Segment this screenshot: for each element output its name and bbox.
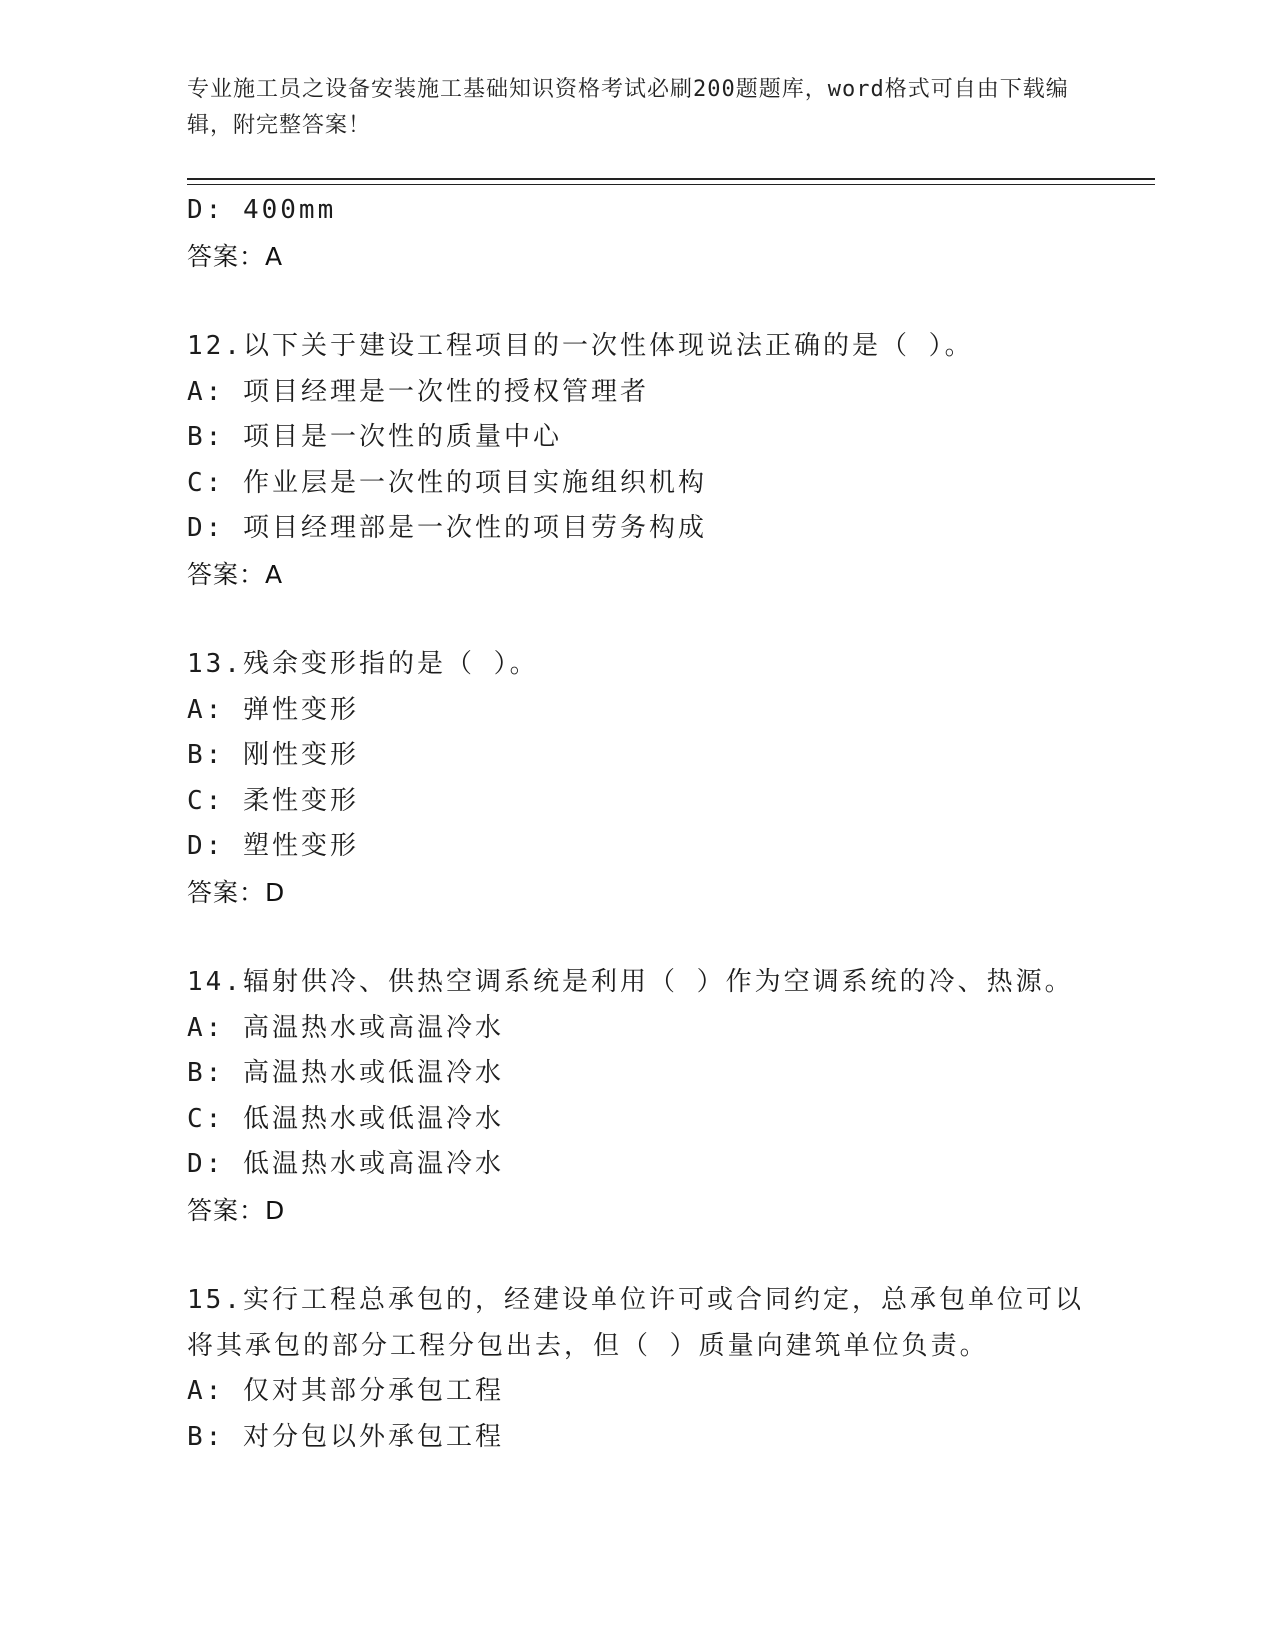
option-c: C: 柔性变形	[187, 785, 359, 816]
question-content	[187, 188, 1155, 1460]
question-stem: 12.以下关于建设工程项目的一次性体现说法正确的是（ ）。	[187, 331, 974, 361]
option-d: D: 项目经理部是一次性的项目劳务构成	[187, 513, 707, 543]
question-11-tail	[187, 188, 1155, 279]
option-a: A: 仅对其部分承包工程	[187, 1376, 504, 1406]
option-c: C: 低温热水或低温冷水	[187, 1103, 504, 1134]
option-a: A: 弹性变形	[187, 694, 359, 725]
option-b: B: 对分包以外承包工程	[187, 1421, 504, 1452]
option-b: B: 高温热水或低温冷水	[187, 1058, 504, 1088]
option-d: D: 400mm	[187, 195, 337, 225]
question-15	[187, 1278, 1155, 1460]
document-header-title: 专业施工员之设备安装施工基础知识资格考试必刷200题题库，word格式可自由下载编辑，附完整答案！	[187, 77, 1069, 138]
question-stem: 13.残余变形指的是（ ）。	[187, 649, 539, 679]
spacer	[187, 915, 1155, 960]
answer-line: 答案：A	[187, 241, 284, 271]
spacer	[187, 279, 1155, 324]
question-12	[187, 324, 1155, 597]
spacer	[187, 597, 1155, 642]
header-rule-thin	[187, 184, 1155, 185]
question-stem-line-2: 将其承包的部分工程分包出去，但（ ）质量向建筑单位负责。	[187, 1330, 989, 1361]
option-a: A: 高温热水或高温冷水	[187, 1012, 504, 1043]
spacer	[187, 1233, 1155, 1278]
option-b: B: 刚性变形	[187, 740, 359, 770]
question-14	[187, 960, 1155, 1233]
option-d: D: 低温热水或高温冷水	[187, 1149, 504, 1179]
option-b: B: 项目是一次性的质量中心	[187, 422, 562, 452]
answer-line: 答案：A	[187, 559, 284, 589]
option-d: D: 塑性变形	[187, 831, 359, 861]
question-13	[187, 642, 1155, 915]
answer-line: 答案：D	[187, 877, 286, 907]
question-stem: 14.辐射供冷、供热空调系统是利用（ ）作为空调系统的冷、热源。	[187, 967, 1074, 997]
option-a: A: 项目经理是一次性的授权管理者	[187, 376, 649, 407]
question-stem-line-1: 15.实行工程总承包的，经建设单位许可或合同约定，总承包单位可以	[187, 1285, 1084, 1315]
option-c: C: 作业层是一次性的项目实施组织机构	[187, 467, 707, 498]
header-rule-thick	[187, 178, 1155, 180]
answer-line: 答案：D	[187, 1195, 286, 1225]
